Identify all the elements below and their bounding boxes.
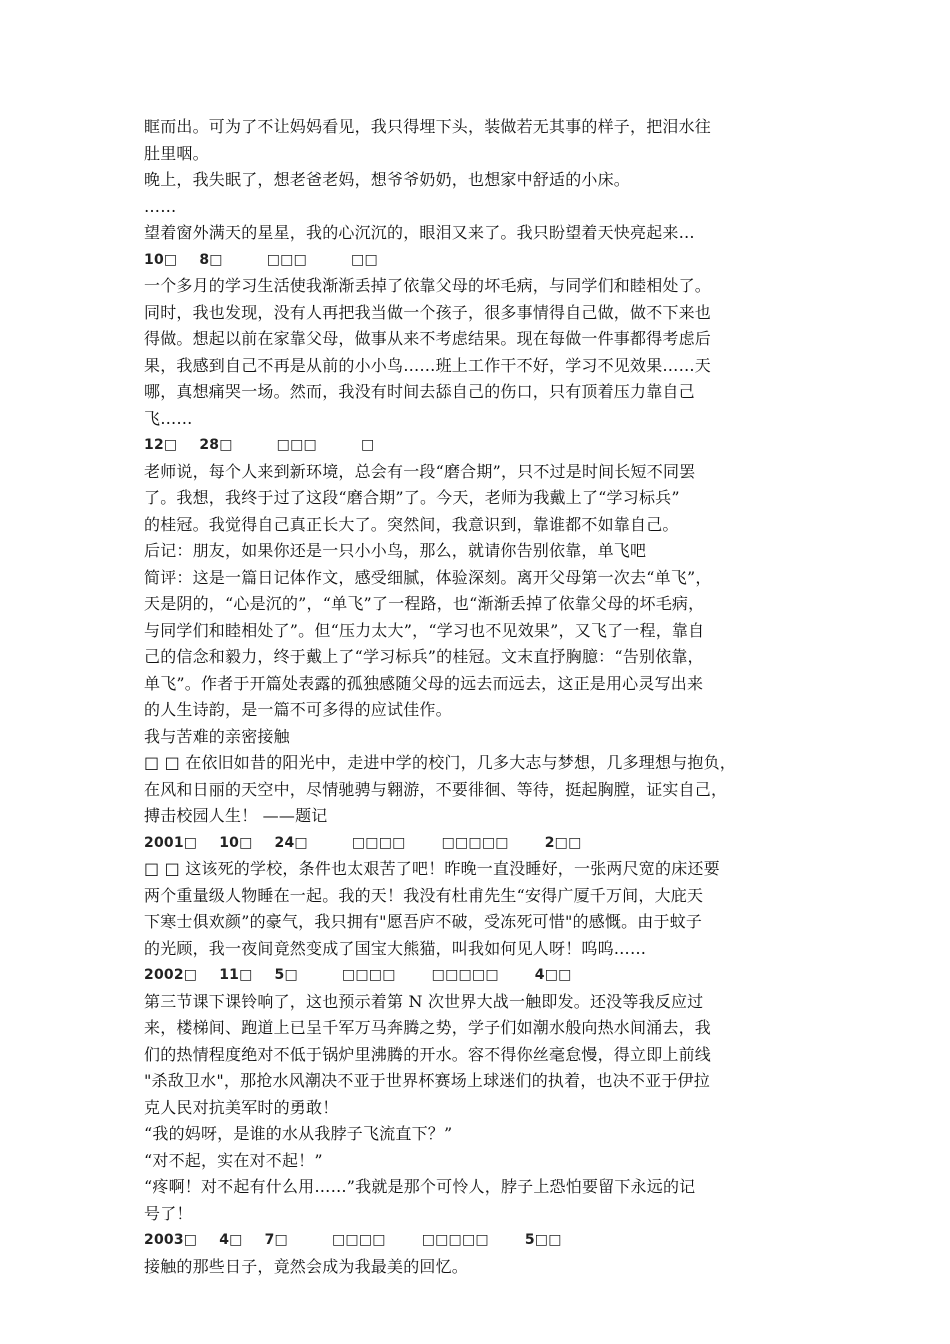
text-line: 晚上，我失眠了，想老爸老妈，想爷爷奶奶，也想家中舒适的小床。: [144, 170, 631, 189]
date-year: 2002: [144, 967, 184, 983]
text-line: 眶而出。可为了不让妈妈看见，我只得埋下头，装做若无其事的样子，把泪水往: [144, 117, 712, 136]
review-line: 与同学们和睦相处了”。但“压力太大”，“学习也不见效果”，又飞了一程，靠自: [144, 620, 705, 640]
glyph-box: □□□□: [351, 834, 406, 851]
text-line: 飞……: [144, 408, 193, 428]
review-line: 简评：这是一篇日记体作文，感受细腻，体验深刻。离开父母第一次去“单飞”，: [144, 567, 712, 587]
text-line: 第三节课下课铃响了，这也预示着第 N 次世界大战一触即发。还没等我反应过: [144, 991, 704, 1011]
date-month: 10: [219, 834, 240, 851]
postscript-line: 后记：朋友，如果你还是一只小小鸟，那么，就请你告别依靠，单飞吧: [144, 541, 647, 560]
diary-date-heading: [144, 247, 812, 274]
text-line: 同时，我也发现，没有人再把我当做一个孩子，很多事情得自己做，做不下来也: [144, 302, 712, 322]
text-line: 来，楼梯间、跑道上已呈千军万马奔腾之势，学子们如潮水般向热水间涌去，我: [144, 1018, 712, 1037]
glyph-box: □□□: [266, 251, 308, 268]
glyph-box: □: [219, 437, 233, 453]
date-number: 2: [544, 834, 555, 851]
date-month: 12: [144, 437, 164, 453]
text-line: 一个多月的学习生活使我渐渐丢掉了依靠父母的坏毛病，与同学们和睦相处了。: [144, 276, 712, 295]
text-line: □ □ 在依旧如昔的阳光中，走进中学的校门，几多大志与梦想，几多理想与抱负，: [144, 753, 737, 772]
glyph-box: □□□: [276, 437, 317, 453]
diary-date-heading: [144, 432, 812, 459]
text-line: □ □ 这该死的学校，条件也太艰苦了吧！昨晚一直没睡好，一张两尺宽的床还要: [144, 859, 720, 878]
date-month: 11: [219, 967, 240, 983]
date-year: 2001: [144, 834, 184, 851]
text-line: 果，我感到自己不再是从前的小小鸟……班上工作干不好，学习不见效果……天: [144, 355, 712, 375]
text-line: 克人民对抗美军时的勇敢！: [144, 1097, 339, 1117]
dialogue-line: “对不起，实在对不起！”: [144, 1150, 323, 1170]
text-line: 搏击校园人生！ ——题记: [144, 806, 328, 825]
glyph-box: □□: [544, 967, 572, 983]
glyph-box: □: [284, 967, 298, 983]
glyph-box: □□: [554, 834, 582, 851]
glyph-box: □: [294, 834, 308, 851]
text-line: ……: [144, 196, 177, 216]
essay-title: 我与苦难的亲密接触: [144, 726, 290, 746]
glyph-box: □: [163, 251, 178, 268]
glyph-box: □: [274, 1232, 288, 1248]
text-line: 望着窗外满天的星星，我的心沉沉的，眼泪又来了。我只盼望着天快亮起来…: [144, 223, 695, 242]
text-line: "杀敌卫水"，那抢水风潮决不亚于世界杯赛场上球迷们的执着，也决不亚于伊拉: [144, 1071, 710, 1090]
text-line: 下寒士俱欢颜”的豪气，我只拥有"愿吾庐不破，受冻死可惜"的感慨。由于蚊子: [144, 912, 703, 931]
review-line: 己的信念和毅力，终于戴上了“学习标兵”的桂冠。文末直抒胸臆：“告别依靠，: [144, 647, 704, 666]
diary-date-heading: [144, 1227, 812, 1254]
glyph-box: □□□□□: [421, 1232, 489, 1248]
date-day: 8: [199, 251, 210, 268]
glyph-box: □□: [534, 1232, 562, 1248]
date-number: 4: [534, 967, 545, 983]
text-line: 老师说，每个人来到新环境，总会有一段“磨合期”，只不过是时间长短不同罢: [144, 461, 696, 481]
document-body: [144, 114, 812, 1280]
date-day: 28: [199, 437, 220, 453]
glyph-box: □: [239, 967, 253, 983]
date-day: 5: [274, 967, 285, 983]
date-number: 5: [524, 1232, 535, 1248]
glyph-box: □: [163, 437, 178, 453]
date-day: 7: [264, 1232, 275, 1248]
text-line: 的光顾，我一夜间竟然变成了国宝大熊猫，叫我如何见人呀！呜呜……: [144, 938, 647, 958]
date-year: 2003: [144, 1232, 184, 1248]
text-line: 的桂冠。我觉得自己真正长大了。突然间，我意识到，靠谁都不如靠自己。: [144, 514, 679, 534]
glyph-box: □: [229, 1232, 243, 1248]
review-line: 单飞”。作者于开篇处表露的孤独感随父母的远去而远去，这正是用心灵写出来: [144, 673, 704, 693]
text-line: 号了！: [144, 1203, 193, 1223]
diary-date-heading: [144, 830, 812, 857]
glyph-box: □: [239, 834, 253, 851]
date-month: 4: [219, 1232, 230, 1248]
dialogue-line: “疼啊！对不起有什么用……”我就是那个可怜人，脖子上恐怕要留下永远的记: [144, 1177, 696, 1196]
glyph-box: □□□□□: [441, 834, 509, 851]
text-line: 在风和日丽的天空中，尽情驰骋与翱游，不要徘徊、等待，挺起胸膛，证实自己，: [144, 779, 728, 799]
glyph-box: □: [183, 967, 198, 983]
glyph-box: □□: [351, 251, 378, 268]
glyph-box: □□□□□: [431, 967, 499, 983]
dialogue-line: “我的妈呀，是谁的水从我脖子飞流直下？”: [144, 1124, 453, 1143]
review-line: 天是阴的，“心是沉的”，“单飞”了一程路，也“渐渐丢掉了依靠父母的坏毛病，: [144, 594, 705, 613]
date-day: 24: [274, 834, 295, 851]
glyph-box: □: [183, 834, 198, 851]
glyph-box: □□□□: [341, 967, 396, 983]
glyph-box: □: [360, 437, 375, 453]
text-line: 肚里咽。: [144, 143, 209, 163]
glyph-box: □□□□: [331, 1232, 386, 1248]
text-line: 了。我想，我终于过了这段“磨合期”了。今天，老师为我戴上了“学习标兵”: [144, 488, 680, 507]
glyph-box: □: [209, 251, 223, 268]
glyph-box: □: [183, 1232, 198, 1248]
text-line: 两个重量级人物睡在一起。我的天！我没有杜甫先生“安得广厦千万间，大庇天: [144, 885, 704, 905]
text-line: 得做。想起以前在家靠父母，做事从来不考虑结果。现在每做一件事都得考虑后: [144, 329, 712, 348]
review-line: 的人生诗韵，是一篇不可多得的应试佳作。: [144, 700, 452, 719]
text-line: 接触的那些日子，竟然会成为我最美的回忆。: [144, 1256, 469, 1276]
diary-date-heading: [144, 962, 812, 989]
text-line: 们的热情程度绝对不低于锅炉里沸腾的开水。容不得你丝毫怠慢，得立即上前线: [144, 1044, 712, 1064]
date-month: 10: [144, 251, 164, 268]
text-line: 哪，真想痛哭一场。然而，我没有时间去舔自己的伤口，只有顶着压力靠自己: [144, 382, 695, 401]
